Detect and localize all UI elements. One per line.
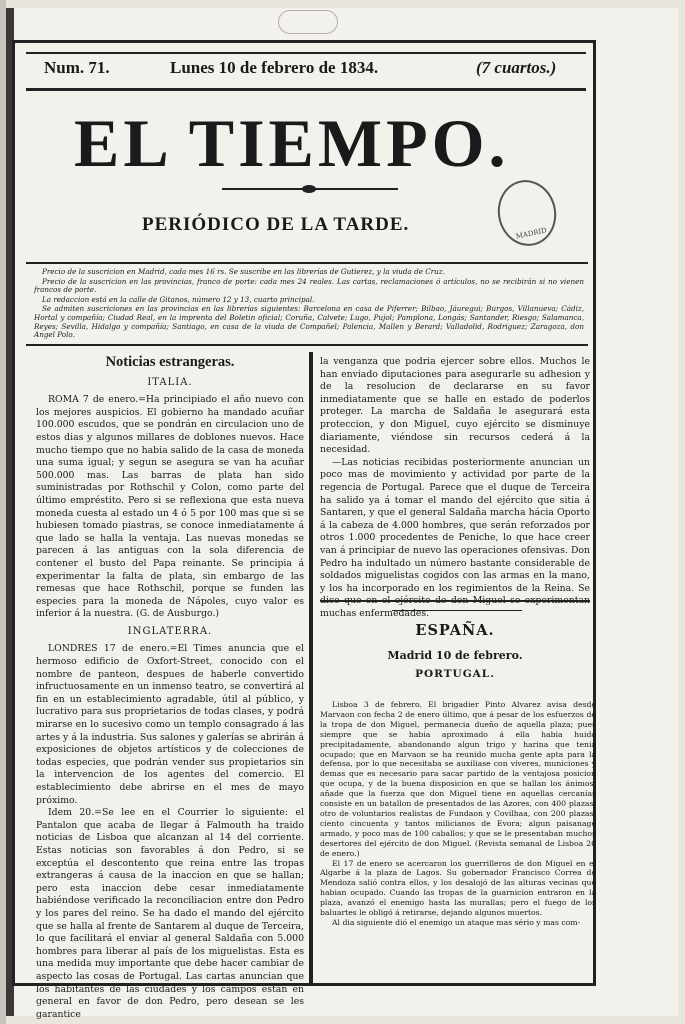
column-divider (309, 352, 313, 984)
section-separator-short (392, 610, 522, 611)
article-idem: Idem 20.=Se lee en el Courrier lo siguiente: el Pantalon que acaba de llegar á Falmouth ha traido noticias de Lisboa que alcanzan al 14 del corriente. Estas noticias son favorables á don Pedro, si se exceptúa el descontento que reina entre las tropas extrangeras á causa de la inaccion en que se hallan; pero esta inaccion debe cesar inmediatamente habiéndose verificado la reconciliacion entre don Pedro y los pares del reino. Se ha dado el mando del ejército que se halla al frente de Santarem al duque de Terceira, lo que facilitará el enviar al general Saldaña con 5.000 hombres para liberar al país de los miguelistas. Esta es una medida muy importante que debe hacer cambiar de aspecto las cosas de Portugal. Las cartas anuncian que los habitantes de las ciudades y los campos están en general en favor de don Pedro, pero desean se les garantice (36, 807, 304, 1020)
article-lisboa-2: El 17 de enero se acercaron los guerrilleros de don Miguel en el Algarbe á la plaza de Lagos. Su gobernador Francisco Correa de Mendoza salió contra ellos, y los desalojó de las alturas vecinas que habian ocupado. Cuando las tropas de la guarnicion entraron en la plaza, avanzó el enemigo hasta las murallas; pero el fuego de los baluartes le obligó á retirarse, dejando algunos muertos. (320, 858, 596, 918)
left-column (36, 352, 304, 1021)
newspaper-subtitle: PERIÓDICO DE LA TARDE. (142, 214, 410, 235)
notice-bottom-rule (26, 344, 588, 346)
notice-paragraph: Precio de la suscricion en las provincias, franco de porte: cada mes 24 reales. Las cartas, reclamaciones ó artículos, no se recibirán si no vienen francos de porte. (34, 276, 584, 295)
library-stamp-top (278, 10, 338, 34)
header-row (40, 58, 570, 82)
header-top-rule (26, 52, 586, 54)
right-column-bottom (320, 700, 596, 928)
notice-paragraph: Se admiten suscriciones en las provincias en las librerías siguientes: Barcelona en casa de Piferrer; Bilbao, Jáuregui; Burgos, Villanueva; Cádiz, Hortal y compañía; Ciudad Real, en la imprenta del Boletin oficial; Coruña, Calvete; Lugo, Pujol; Pamplona, Longás; Santander, Riesgo; Salamanca, Reyes; Sevilla, Hidalgo y compañía; Santiago, en casa de la viuda de Compañel; Palencia, Mallen y Berard; Valladolid, Rodriguez; Zaragoza, don Angel Polo. (34, 304, 584, 340)
issue-price: (7 cuartos.) (476, 58, 557, 77)
madrid-dateline: Madrid 10 de febrero. (387, 649, 523, 662)
header-bottom-rule (26, 88, 586, 91)
section-espana: ESPAÑA. (415, 622, 495, 639)
article-roma: ROMA 7 de enero.=Ha principiado el año nuevo con los mejores auspicios. El gobierno ha mandado acuñar 100.000 escudos, que se pondrán en circulacion uno de estos dias y algunos millares de doblones nuevos. Hace mucho tiempo que no habia salido de la casa de moneda una suma igual; y segun se asegura se van ha acuñar 500.000 mas. Las barras de plata han sido suministradas por Rothschil y Colon, como parte del último empréstito. Pero si se reflexiona que esta nueva moneda cuesta al estado un 4 ó 5 por 100 mas que si se hubiesen tomado piastras, se conoce inmediatamente á que lado se halla la ventaja. Las nuevas monedas se parecen á las antiguas con la sola diferencia de contener el busto del Papa reinante. Se principia á experimentar la falta de plata, sin embargo de las remesas que hace Rothschil, porque se funden las especies para la moneda de Nápoles, cuyo valor es inferior á la nuestra. (G. de Ausburgo.) (36, 394, 304, 620)
library-seal: MADRID (492, 175, 562, 252)
espana-heading-block (320, 622, 590, 685)
article-continuation: la venganza que podria ejercer sobre ellos. Muchos le han enviado diputaciones para asegurarle su adhesion y de la resolucion de declararse en su favor inmediatamente que se halle en estado de poderlos proteger. La marcha de Saldaña le asegurará esta proteccion, y don Miguel, cuyo ejército se disminuye diariamente, viéndose sin recursos cederá á la necesidad. (320, 356, 590, 456)
section-title: Noticias estrangeras. (105, 354, 235, 370)
right-column-top (320, 356, 590, 620)
article-londres: LONDRES 17 de enero.=El Times anuncia que el hermoso edificio de Oxfort-Street, conocido con el nombre de panteon, despues de haberle convertido infructuosamente en un inmenso teatro, se convertirá al fin en un establecimiento agradable, útil al público, y lucrativo para sus proprietarios de todas clases, y podrá mirarse en lo sucesivo como un templo consagrado á las artes y á la industria. Sus salones y galerías se abrirán á exposiciones de objetos artísticos y de colecciones de todas especies, que podrán vender sus propietarios sin la intervencion de los agentes del comercio. El establecimiento debe abrirse en el mes de mayo próximo. (36, 643, 304, 806)
issue-date: Lunes 10 de febrero de 1834. (170, 58, 379, 77)
newspaper-title: EL TIEMPO. (74, 105, 510, 181)
notice-paragraph: Precio de la suscricion en Madrid, cada mes 16 rs. Se suscribe en las librerías de Gutierez, y la viuda de Cruz. (42, 267, 445, 276)
notice-top-rule (26, 262, 588, 264)
article-lisboa: Lisboa 3 de febrero. El brigadier Pinto Alvarez avisa desde Marvaon con fecha 2 de enero último, que á pesar de los esfuerzos de la tropa de don Miguel, permanecia dueño de aquella plaza; pues siempre que se habia aproximado á ella habia huido precipitadamente, abandonando algun trigo y harina que tenia ocupado; que en Marvaon se ha reunido mucha gente apta para la defensa, por lo que necesitaba se auxiliase con víveres, municiones y demas que es necesario para sacar partido de la ventajosa posicion que ocupa, y de la buena disposicion en que se hallan los ánimos; añade que la fuerza que don Miguel tiene en aquellas cercanías consiste en un batallon de presentados de las Azores, con 400 plazas; otro de voluntarios realistas de Fundaon y Covilhaa, con 200 plazas; ciento cincuenta y tantos milicianos de Evora; algun paisanage armado, y poco mas de 100 caballos; y que se le presentaban muchos desertores del ejército de don Miguel. (Revista semanal de Lisboa 26 de enero.) (320, 700, 596, 858)
article-lisboa-3: Al dia siguiente dió el enemigo un ataque mas sério y mas com- (332, 917, 581, 927)
subscription-notice (34, 268, 584, 341)
subsection-inglaterra: INGLATERRA. (127, 625, 213, 637)
subsection-italia: ITALIA. (147, 376, 193, 388)
issue-number: Num. 71. (44, 58, 110, 77)
section-separator (320, 600, 590, 602)
subsection-portugal: PORTUGAL. (415, 668, 495, 680)
article-news: —Las noticias recibidas posteriormente anuncian un poco mas de movimiento y actividad por parte de la regencia de Portugal. Parece que el duque de Terceira ha salido ya á tomar el mando del ejército que sitia á Santaren, y que el general Saldaña marcha hácia Oporto á la cabeza de 4.000 hombres, que serán reforzados por otros 1.000 procedentes de Peniche, lo que hace creer van á principiar de nuevo las operaciones ofensivas. Don Pedro ha indultado un número bastante considerable de soldados miguelistas cogidos con las armas en la mano, y los ha incorporado en los regimientos de la Reina. Se dice que en el ejército de don Miguel se experimentan muchas enfermedades. (320, 456, 590, 619)
notice-paragraph: La redaccion está en la calle de Gitanos, número 12 y 13, cuarto principal. (42, 294, 315, 304)
title-ornament (222, 188, 398, 194)
